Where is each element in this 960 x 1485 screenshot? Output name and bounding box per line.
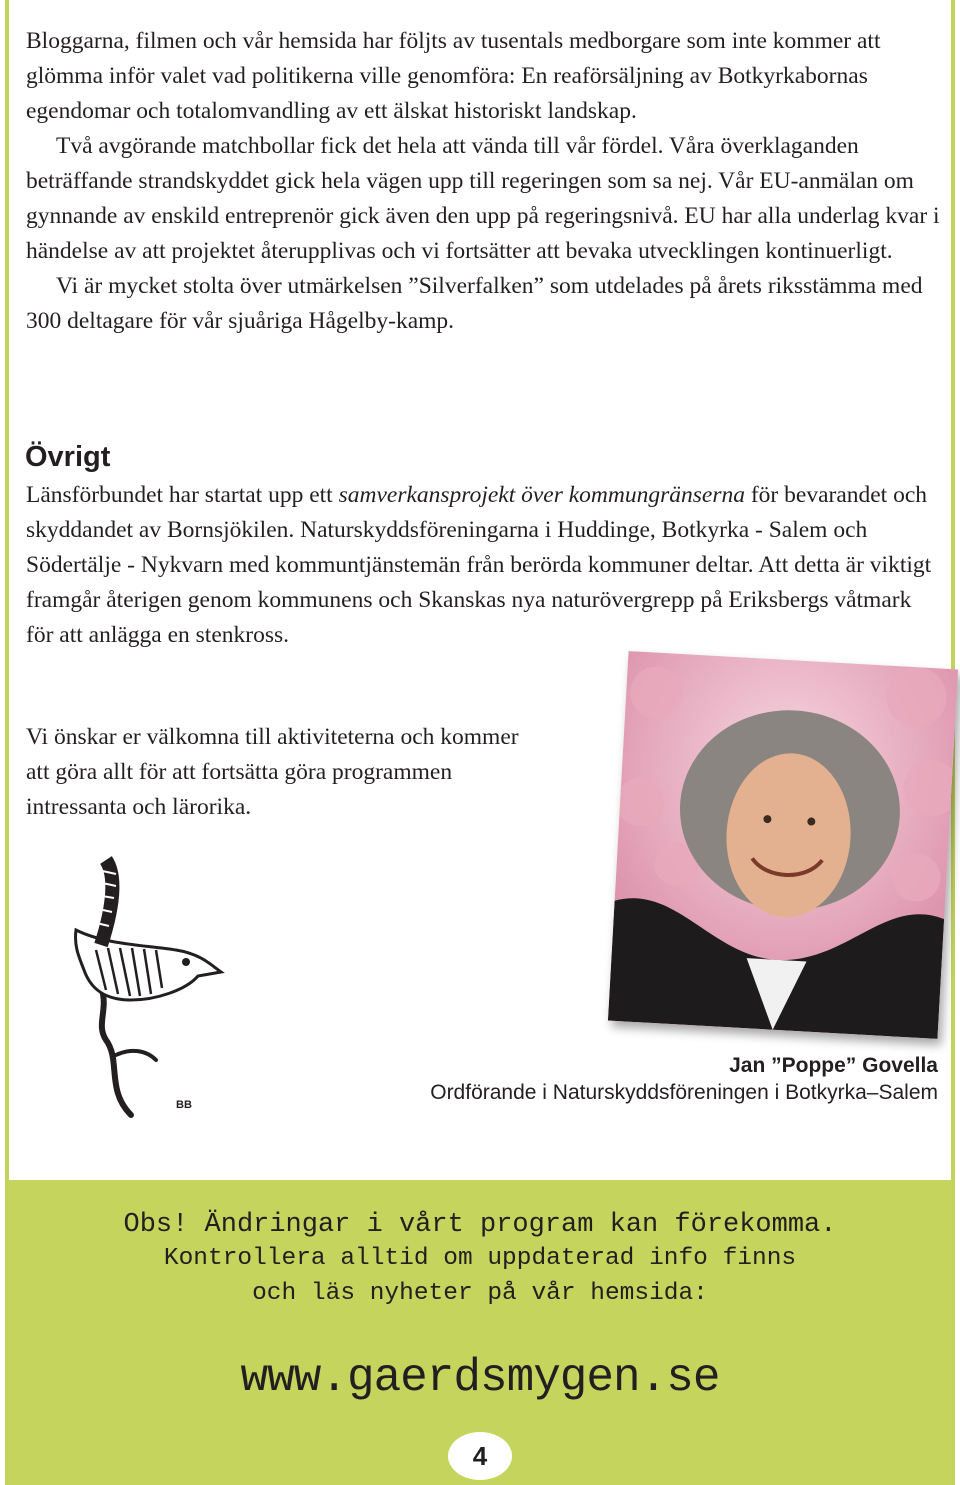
page-number: 4 [448, 1432, 512, 1480]
portrait-photo [608, 651, 958, 1039]
notice-line-2: Kontrollera alltid om uppdaterad info finns [163, 1245, 797, 1272]
intro-paragraph-3: Vi är mycket stolta över utmärkelsen ”Silverfalken” som utdelades på årets riksstämma med 300 deltagare för vår sjuåriga Hågelby-kamp. [26, 273, 923, 334]
intro-paragraph-2: Två avgörande matchbollar fick det hela att vända till vår fördel. Våra överklaganden beträffande strandskyddet gick hela vägen upp till regeringen som sa nej. Vår EU-anmälan om gynnande av enskild entreprenör gick även den upp på regeringsnivå. EU har alla underlag kvar i händelse av att projektet återupplivas och vi fortsätter att bevaka utvecklingen kontinuerligt. [26, 133, 940, 264]
ovrigt-text [26, 478, 942, 653]
website-url: www.gaerdsmygen.se [240, 1352, 720, 1404]
intro-paragraph-1: Bloggarna, filmen och vår hemsida har följts av tusentals medborgare som inte kommer att glömma inför valet vad politikerna ville genomföra: En reaförsäljning av Botkyrkabornas egendomar och totalomvandling av ett älskat historiskt landskap. [26, 28, 881, 124]
ovrigt-text-start: Länsförbundet har startat upp ett [26, 482, 339, 508]
ovrigt-text-end: för bevarandet och skyddandet av Bornsjökilen. Naturskyddsföreningarna i Huddinge, Botkyrka - Salem och Södertälje - Nykvarn med kommuntjänstemän från berörda kommuner deltar. Att detta är viktigt framgår återigen genom kommunens och Skanskas nya naturövergrepp på Eriksbergs våtmark för att anlägga en stenkross. [26, 482, 932, 648]
bird-signature: BB [176, 1099, 192, 1111]
notice-line-1: Obs! Ändringar i vårt program kan förekomma. [123, 1210, 837, 1240]
intro-text [26, 24, 942, 339]
closing-text [26, 720, 546, 825]
photo-caption-role: Ordförande i Naturskyddsföreningen i Botkyrka–Salem [430, 1081, 938, 1104]
notice-line-3: och läs nyheter på vår hemsida: [252, 1280, 708, 1307]
ovrigt-text-emphasis: samverkansprojekt över kommungränserna [338, 482, 745, 508]
photo-caption-name: Jan ”Poppe” Govella [729, 1054, 938, 1077]
closing-paragraph: Vi önskar er välkomna till aktiviteterna och kommer att göra allt för att fortsätta göra programmen intressanta och lärorika. [26, 724, 519, 820]
ovrigt-paragraph [26, 478, 942, 653]
section-heading-ovrigt: Övrigt [25, 441, 111, 473]
wren-drawing [36, 850, 226, 1120]
